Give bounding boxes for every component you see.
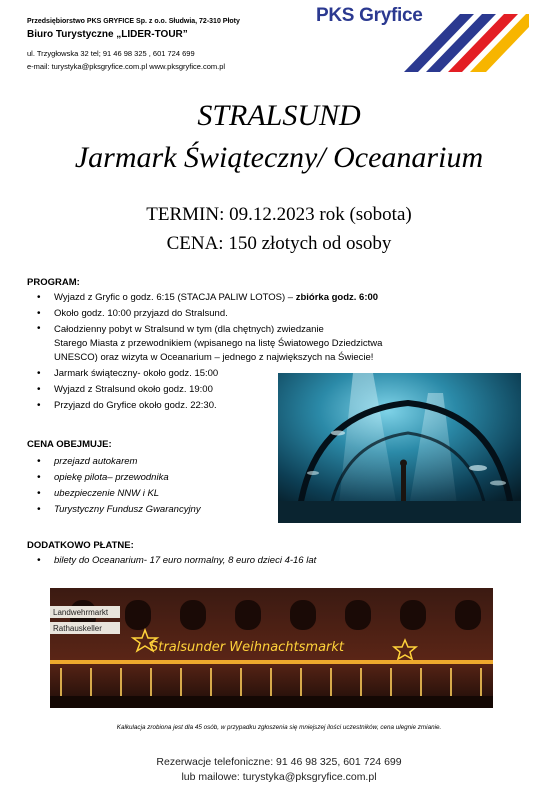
christmas-market-photo	[50, 588, 493, 708]
sign-landwehrmarkt: Landwehrmarkt	[53, 608, 109, 617]
oceanarium-photo	[278, 373, 521, 523]
includes-item: • przejazd autokarem	[27, 454, 201, 470]
program-item-bold: zbiórka godz. 6:00	[295, 292, 379, 303]
program-item-line: • Całodzienny pobyt w Stralsund w tym (dla chętnych) zwiedzanie	[54, 324, 324, 335]
program-heading: PROGRAM:	[27, 277, 80, 288]
program-item	[27, 290, 382, 306]
extra-heading: DODATKOWO PŁATNE:	[27, 540, 134, 551]
extra-item: • bilety do Oceanarium- 17 euro normalny, 8 euro dzieci 4-16 lat	[27, 553, 316, 569]
email-line: e-mail: turystyka@pksgryfice.com.pl www.pksgryfice.com.pl	[27, 62, 226, 71]
program-item	[27, 322, 382, 366]
phone-reservation: Rezerwacje telefoniczne: 91 46 98 325, 601 724 699	[156, 756, 402, 768]
program-item-text: Wyjazd z Gryfic o godz. 6:15 (STACJA PALIW LOTOS) –	[54, 292, 296, 303]
address-line: ul. Trzygłowska 32 tel; 91 46 98 325 , 601 724 699	[27, 49, 195, 58]
program-item: • Około godz. 10:00 przyjazd do Stralsund.	[27, 306, 382, 322]
includes-list	[27, 454, 201, 518]
title-event: Jarmark Świąteczny/ Oceanarium	[74, 141, 484, 174]
brand-logo-text: PKS Gryfice	[316, 5, 423, 26]
program-item: • Przyjazd do Gryfice około godz. 22:30.	[27, 398, 382, 414]
mail-reservation: lub mailowe: turystyka@pksgryfice.com.pl	[181, 771, 377, 783]
company-name: Przedsiębiorstwo PKS GRYFICE Sp. z o.o. Słudwia, 72-310 Płoty	[27, 18, 240, 25]
market-banner: Stralsunder Weihnachtsmarkt	[150, 640, 345, 655]
program-item-line: UNESCO) oraz wizyta w Oceanarium – jednego z największych na Świecie!	[54, 352, 374, 363]
sign-rathauskeller: Rathauskeller	[53, 624, 102, 633]
includes-item: • opiekę pilota– przewodnika	[27, 470, 201, 486]
title-city: STRALSUND	[197, 99, 361, 132]
pks-logo-stripes	[404, 12, 529, 74]
includes-item: • ubezpieczenie NNW i KL	[27, 486, 201, 502]
program-item: • Wyjazd z Stralsund około godz. 19:00	[27, 382, 382, 398]
includes-item: • Turystyczny Fundusz Gwarancyjny	[27, 502, 201, 518]
price-line: CENA: 150 złotych od osoby	[166, 233, 392, 254]
termin-line: TERMIN: 09.12.2023 rok (sobota)	[146, 204, 412, 225]
program-item: • Jarmark świąteczny- około godz. 15:00	[27, 366, 382, 382]
includes-heading: CENA OBEJMUJE:	[27, 439, 112, 450]
calculation-note: Kalkulacja zrobiona jest dla 45 osób, w przypadku zgłoszenia się mniejszej ilości uczestników, cena ulegnie zmianie.	[116, 724, 442, 731]
extra-list	[27, 553, 316, 569]
bureau-name: Biuro Turystyczne „LIDER-TOUR”	[27, 29, 188, 40]
program-item-line: Starego Miasta z przewodnikiem (wpisanego na listę Światowego Dziedzictwa	[54, 338, 383, 349]
